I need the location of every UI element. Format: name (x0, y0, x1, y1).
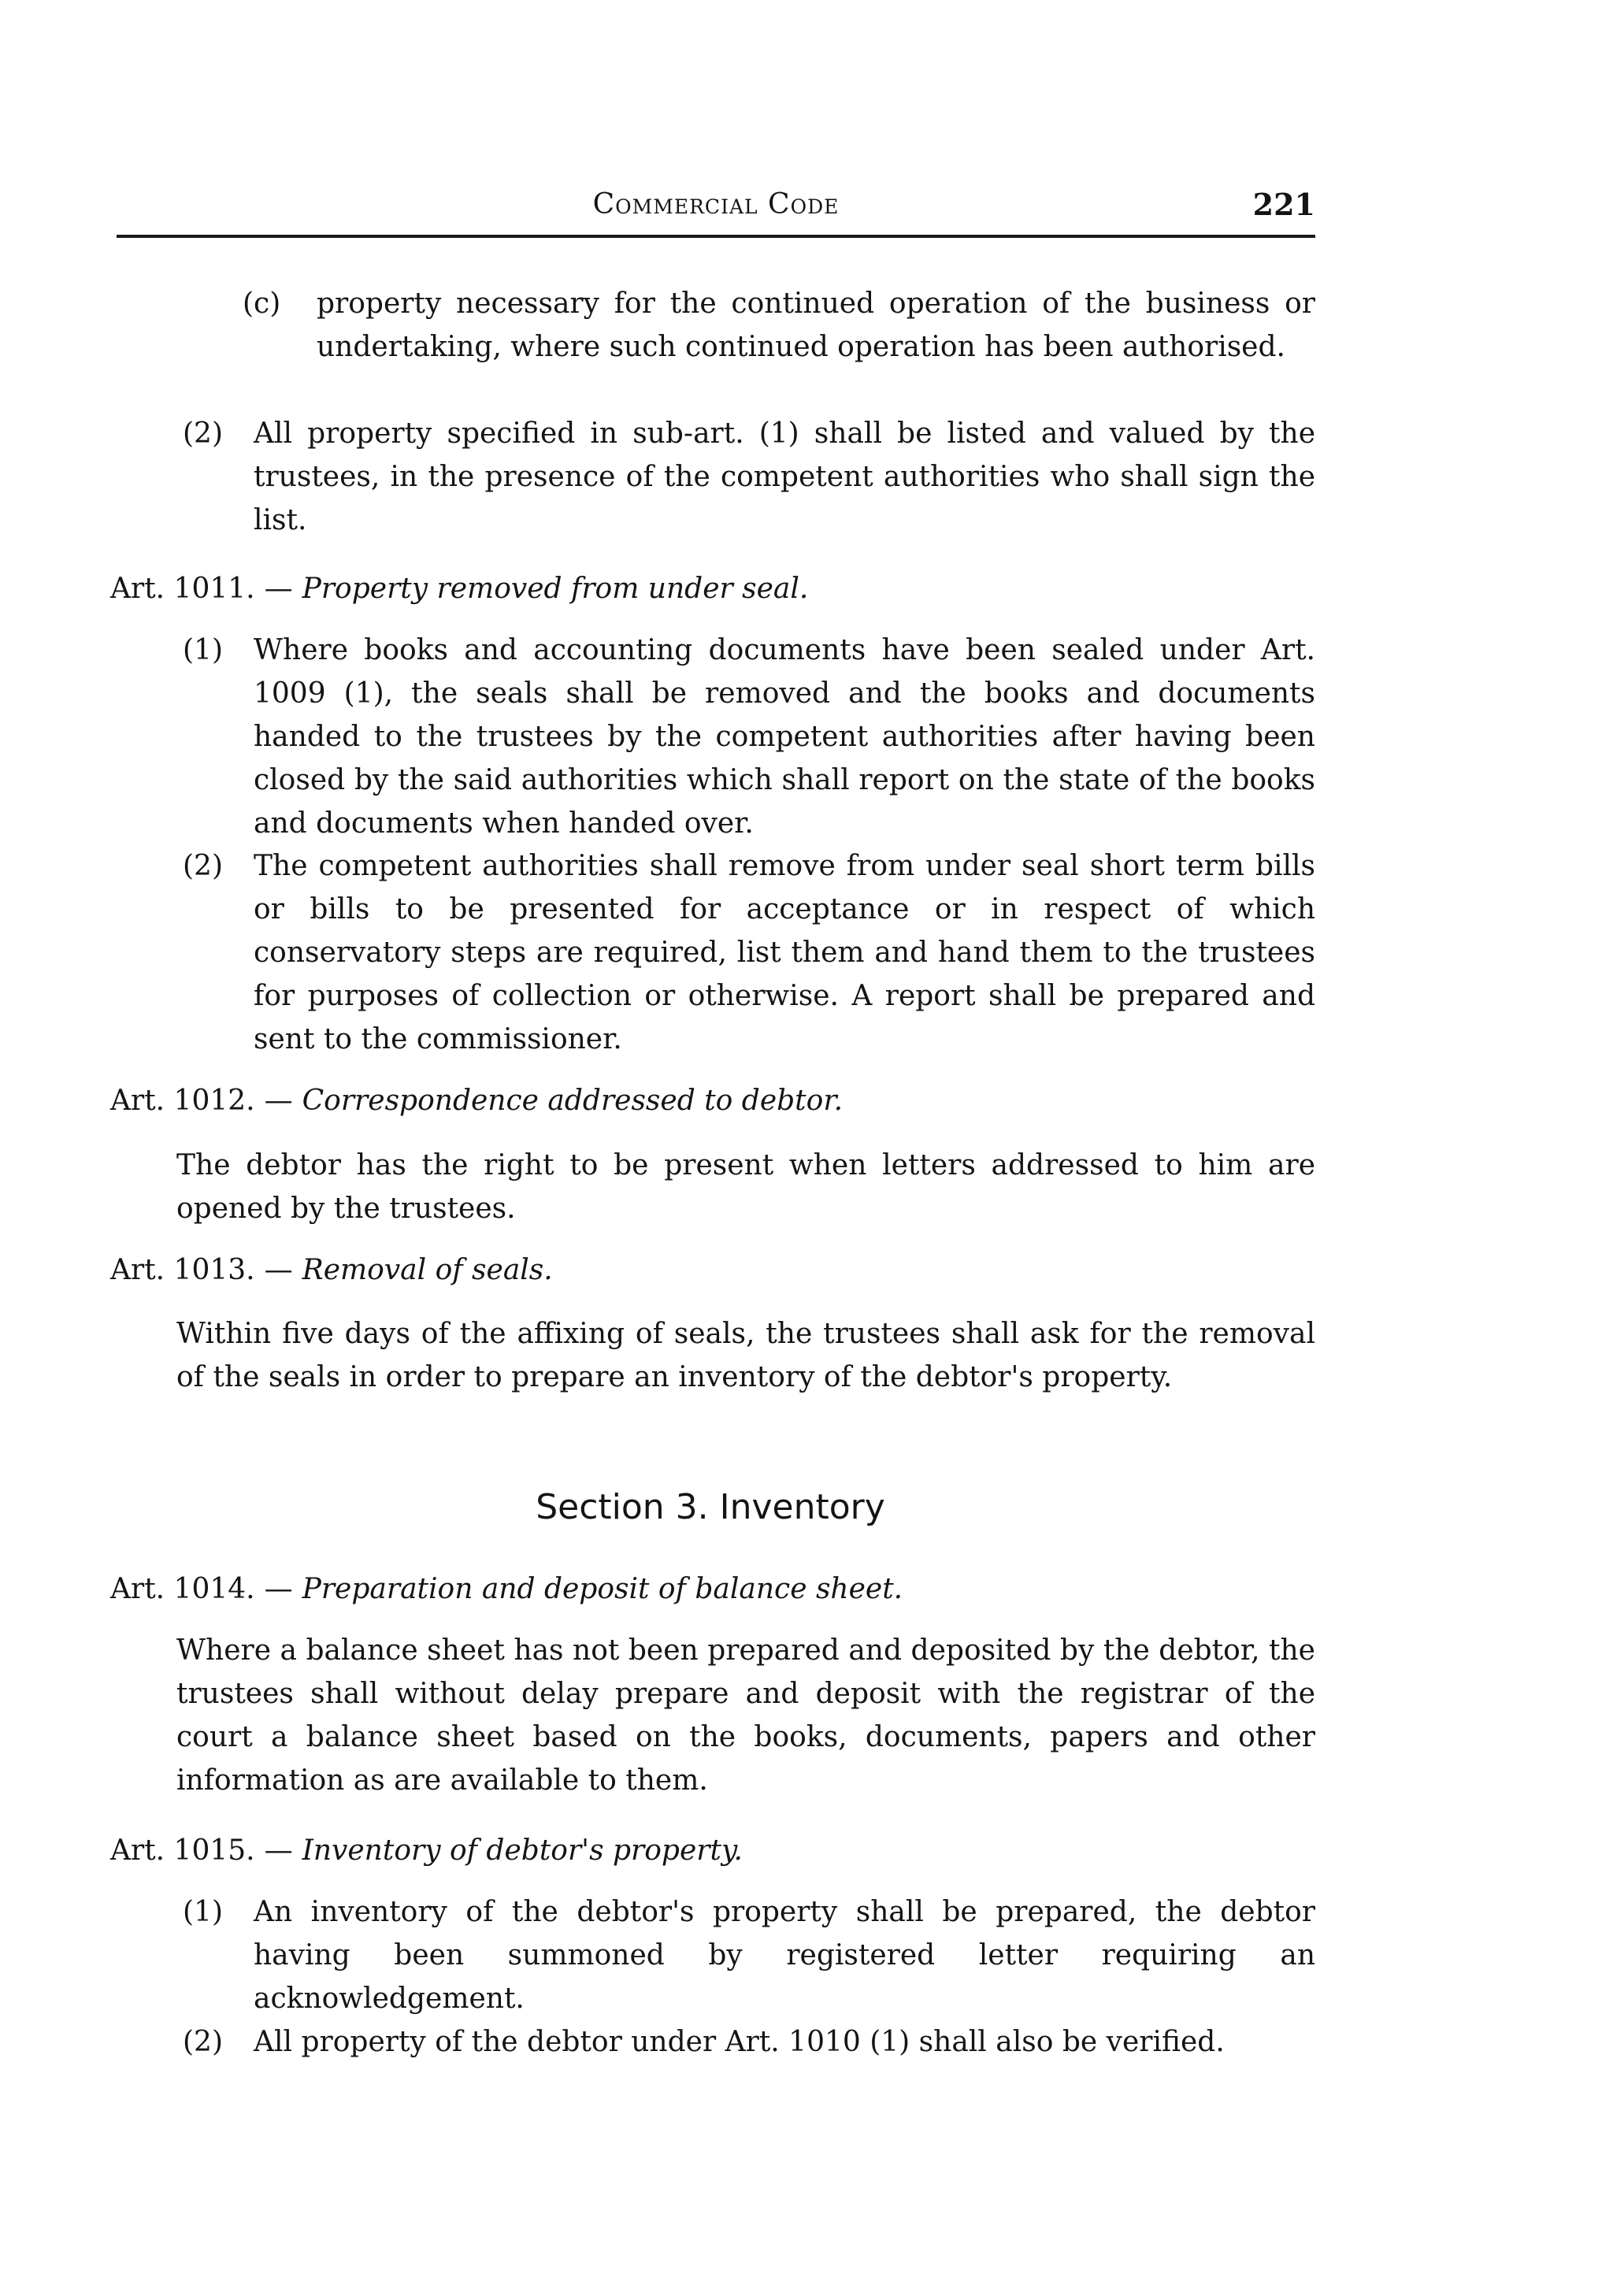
item-label: (1) (183, 1896, 223, 1928)
item-text: Where books and accounting documents have been sealed under Art. 1009 (1), the seals shall be removed and the books and documents handed to the trustees by the competent authorities after having been closed by the said authorities which shall report on the state of the books and documents when handed over. (254, 634, 1315, 840)
article-text: Where a balance sheet has not been prepared and deposited by the debtor, the trustees shall without delay prepare and deposit with the registrar of the court a balance sheet based on the books, documents, papers and other information as are available to them. (176, 1634, 1315, 1797)
item-label: (2) (183, 850, 223, 882)
item-text: All property of the debtor under Art. 1010 (1) shall also be verified. (254, 2026, 1225, 2058)
article-title: Removal of seals. (302, 1254, 553, 1286)
header-rule (117, 235, 1315, 238)
article-title: Correspondence addressed to debtor. (302, 1085, 844, 1117)
article-dash: — (264, 1573, 293, 1605)
running-head: Commercial Code (592, 188, 840, 221)
article-number: Art. 1013. (110, 1254, 255, 1286)
item-c (117, 282, 1315, 369)
article-title: Property removed from under seal. (302, 573, 809, 605)
article-dash: — (264, 573, 293, 605)
article-paragraph (117, 844, 1315, 1061)
article-paragraph (117, 1890, 1315, 2020)
item-text: An inventory of the debtor's property shall be prepared, the debtor having been summoned by registered letter requiring an acknowledgement. (254, 1896, 1315, 2015)
article-title: Preparation and deposit of balance sheet. (302, 1573, 903, 1605)
item-label: (2) (183, 417, 223, 450)
page-header (117, 183, 1315, 233)
item-label: (c) (243, 287, 281, 320)
article-number: Art. 1011. (110, 573, 255, 605)
article-text: Within five days of the affixing of seals, the trustees shall ask for the removal of the seals in order to prepare an inventory of the debtor's property. (176, 1318, 1315, 1393)
page-number: 221 (1252, 187, 1315, 222)
article-heading (110, 1829, 743, 1872)
item-text: property necessary for the continued operation of the business or undertaking, where such continued operation has been authorised. (317, 287, 1315, 363)
article-heading (110, 1567, 903, 1611)
item-text: The competent authorities shall remove from under seal short term bills or bills to be presented for acceptance or in respect of which conservatory steps are required, list them and hand them to the trustees for purposes of collection or otherwise. A report shall be prepared and sent to the commissioner. (254, 850, 1315, 1055)
article-text: The debtor has the right to be present when letters addressed to him are opened by the trustees. (176, 1149, 1315, 1225)
item-label: (2) (183, 2026, 223, 2058)
article-number: Art. 1015. (110, 1834, 255, 1867)
article-number: Art. 1014. (110, 1573, 255, 1605)
article-paragraph (117, 629, 1315, 845)
section-title: Section 3. Inventory (536, 1487, 885, 1527)
article-heading (110, 567, 808, 610)
item-label: (1) (183, 634, 223, 666)
item-text: All property specified in sub-art. (1) shall be listed and valued by the trustees, in the presence of the competent authorities who shall sign the list. (254, 417, 1315, 536)
article-dash: — (264, 1085, 293, 1117)
article-heading (110, 1248, 553, 1292)
article-heading (110, 1079, 843, 1122)
article-number: Art. 1012. (110, 1085, 255, 1117)
article-dash: — (264, 1834, 293, 1867)
article-title: Inventory of debtor's property. (302, 1834, 743, 1867)
article-paragraph (117, 2020, 1315, 2064)
article-dash: — (264, 1254, 293, 1286)
item-2 (117, 412, 1315, 542)
